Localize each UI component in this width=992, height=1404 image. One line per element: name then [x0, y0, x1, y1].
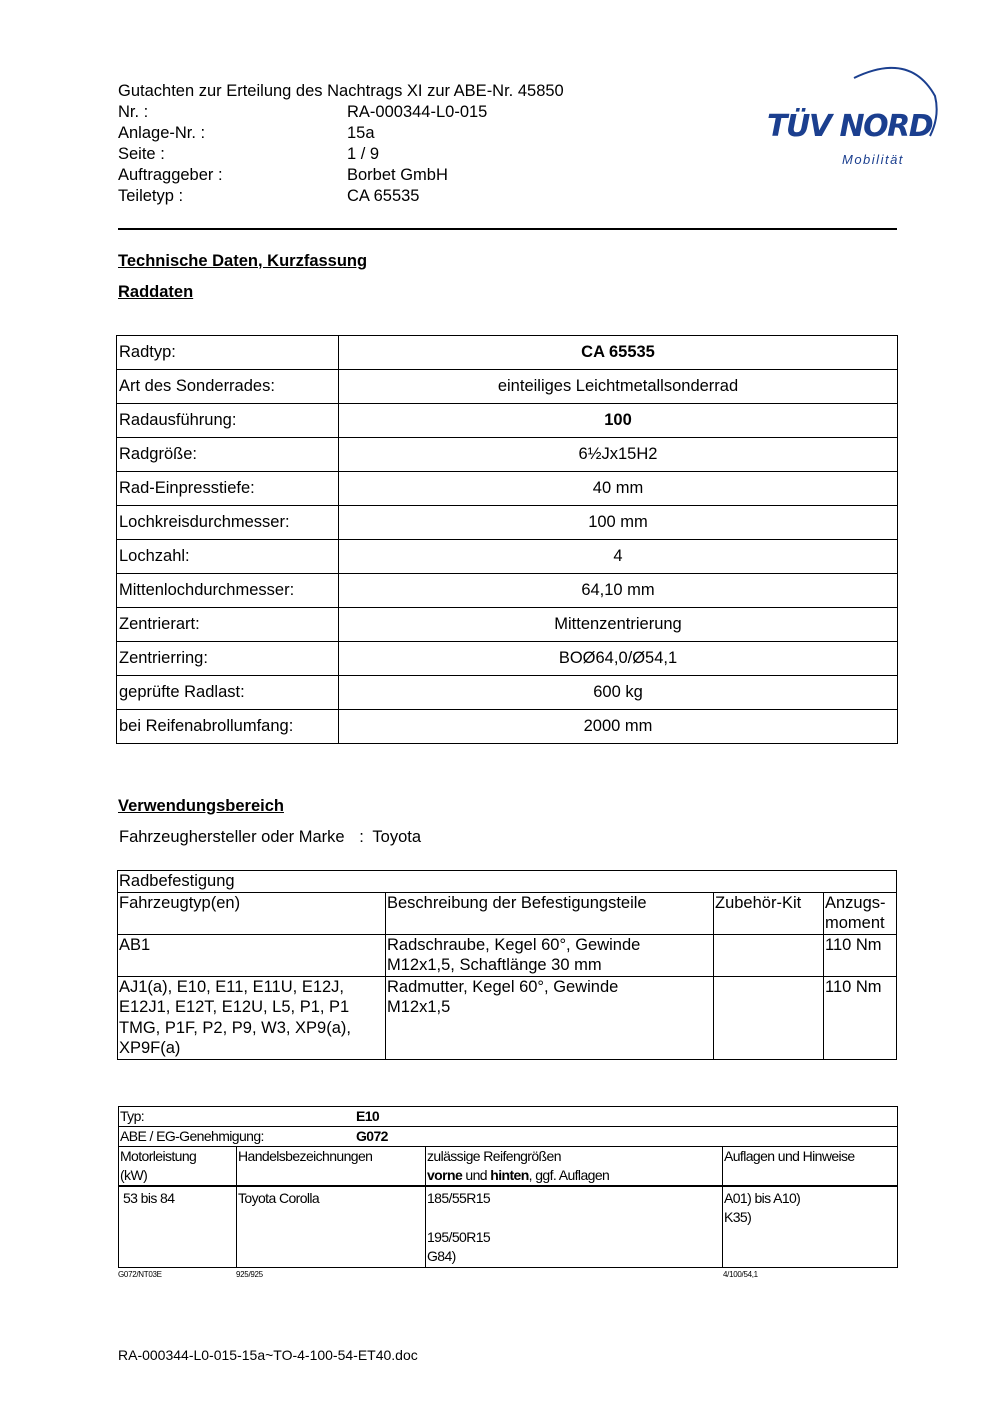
raddaten-value: BOØ64,0/Ø54,1 — [339, 642, 898, 676]
raddaten-value: 40 mm — [339, 472, 898, 506]
raddaten-value: CA 65535 — [339, 336, 898, 370]
radbefestigung-table — [117, 870, 897, 1060]
table-row-cell — [714, 976, 824, 1059]
raddaten-label: Art des Sonderrades: — [117, 370, 339, 404]
table-row-cell: AJ1(a), E10, E11, E11U, E12J, E12J1, E12T, E12U, L5, P1, P1 TMG, P1F, P2, P9, W3, XP9(a), XP9F(a) — [118, 976, 386, 1059]
table-row-cell: AB1 — [118, 934, 386, 976]
raddaten-value: 600 kg — [339, 676, 898, 710]
logo-subtitle: Mobilität — [842, 152, 904, 167]
col-handelsbezeichnungen: Handelsbezeichnungen — [237, 1147, 426, 1187]
col-reifen-vorne: vorne — [427, 1167, 463, 1183]
table-row — [117, 472, 898, 506]
header-title: Gutachten zur Erteilung des Nachtrags XI zur ABE-Nr. 45850 — [118, 82, 564, 100]
typ-label: Typ: — [120, 1108, 145, 1124]
raddaten-label: Lochkreisdurchmesser: — [117, 506, 339, 540]
table-row — [117, 676, 898, 710]
abe-label: ABE / EG-Genehmigung: — [120, 1128, 264, 1144]
code-4100: 4/100/54,1 — [723, 1270, 758, 1279]
header-row-label: Auftraggeber : — [118, 166, 223, 184]
typ-value: E10 — [356, 1108, 380, 1124]
table-row — [117, 438, 898, 472]
radbefestigung-title: Radbefestigung — [118, 871, 897, 893]
document-header — [118, 81, 564, 207]
table-row — [117, 574, 898, 608]
section-heading-raddaten: Raddaten — [118, 283, 194, 301]
fahrzeughersteller-label: Fahrzeughersteller oder Marke — [119, 828, 345, 846]
raddaten-value: 64,10 mm — [339, 574, 898, 608]
befest-header-cell: Anzugs- moment — [824, 892, 897, 934]
table-row-cell: Radmutter, Kegel 60°, Gewinde M12x1,5 — [386, 976, 714, 1059]
col-motorleistung: Motorleistung (kW) — [119, 1147, 237, 1187]
header-row-value: 1 / 9 — [347, 145, 380, 163]
reifen-size-2: 195/50R15 — [427, 1229, 491, 1245]
befest-header — [118, 892, 897, 934]
raddaten-value: 6½Jx15H2 — [339, 438, 898, 472]
header-row-label: Teiletyp : — [118, 187, 184, 205]
table-row-cell: Radschraube, Kegel 60°, Gewinde M12x1,5, Schaftlänge 30 mm — [386, 934, 714, 976]
reifen-auflage: G84) — [427, 1248, 456, 1264]
cell-reifen — [426, 1186, 723, 1267]
reifen-size-1: 185/55R15 — [427, 1190, 491, 1206]
col-reifen-und: und — [462, 1167, 491, 1183]
table-row — [117, 404, 898, 438]
col-reifen-line1: zulässige Reifengrößen — [427, 1148, 561, 1164]
raddaten-label: Mittenlochdurchmesser: — [117, 574, 339, 608]
raddaten-label: Lochzahl: — [117, 540, 339, 574]
raddaten-label: Zentrierart: — [117, 608, 339, 642]
table-row — [117, 370, 898, 404]
raddaten-value: einteiliges Leichtmetallsonderrad — [339, 370, 898, 404]
code-925: 925/925 — [236, 1270, 263, 1279]
table-row — [118, 934, 897, 976]
table-row — [117, 540, 898, 574]
header-row — [118, 102, 564, 123]
raddaten-value: 100 mm — [339, 506, 898, 540]
header-row-label: Anlage-Nr. : — [118, 124, 206, 142]
section-heading-verwendung: Verwendungsbereich — [118, 797, 284, 815]
footer-filename: RA-000344-L0-015-15a~TO-4-100-54-ET40.doc — [118, 1347, 418, 1363]
raddaten-label: geprüfte Radlast: — [117, 676, 339, 710]
header-row-value: RA-000344-L0-015 — [347, 103, 488, 121]
cell-handel: Toyota Corolla — [237, 1186, 426, 1267]
table-row — [117, 642, 898, 676]
header-divider — [118, 228, 897, 230]
raddaten-label: Radgröße: — [117, 438, 339, 472]
raddaten-label: bei Reifenabrollumfang: — [117, 710, 339, 744]
table-row — [118, 976, 897, 1059]
table-row-cell — [714, 934, 824, 976]
befest-header-cell: Beschreibung der Befestigungsteile — [386, 892, 714, 934]
typ-row — [119, 1107, 898, 1127]
logo-wordmark: TÜV NORD — [767, 109, 933, 144]
col-auflagen: Auflagen und Hinweise — [723, 1147, 898, 1187]
befest-header-cell: Zubehör-Kit — [714, 892, 824, 934]
fahrzeughersteller-separator: : — [359, 828, 364, 846]
section-heading-technische: Technische Daten, Kurzfassung — [118, 252, 368, 270]
header-row-value: CA 65535 — [347, 187, 420, 205]
table-row-cell: 110 Nm — [824, 934, 897, 976]
header-row — [118, 123, 564, 144]
raddaten-label: Rad-Einpresstiefe: — [117, 472, 339, 506]
header-row-label: Nr. : — [118, 103, 149, 121]
abe-row — [119, 1127, 898, 1147]
code-g072: G072/NT03E — [118, 1270, 162, 1279]
tuev-nord-logo — [760, 56, 945, 174]
typ-table — [118, 1106, 898, 1268]
raddaten-table — [116, 335, 898, 744]
header-row — [118, 144, 564, 165]
raddaten-value: 100 — [339, 404, 898, 438]
table-row — [117, 608, 898, 642]
header-row-label: Seite : — [118, 145, 165, 163]
raddaten-label: Radtyp: — [117, 336, 339, 370]
header-row-value: 15a — [347, 124, 375, 142]
abe-value: G072 — [356, 1128, 388, 1144]
cell-leistung: 53 bis 84 — [119, 1186, 237, 1267]
fahrzeughersteller-value: Toyota — [372, 828, 422, 846]
fahrzeughersteller-line — [119, 828, 421, 847]
header-row-value: Borbet GmbH — [347, 166, 448, 184]
col-reifen-hinten: hinten — [490, 1167, 529, 1183]
raddaten-label: Zentrierring: — [117, 642, 339, 676]
table-row — [117, 506, 898, 540]
table-row-cell: 110 Nm — [824, 976, 897, 1059]
header-row — [118, 165, 564, 186]
raddaten-value: 4 — [339, 540, 898, 574]
raddaten-value: Mittenzentrierung — [339, 608, 898, 642]
col-reifengroessen — [426, 1147, 723, 1187]
header-row — [118, 186, 564, 207]
raddaten-label: Radausführung: — [117, 404, 339, 438]
table-row — [117, 336, 898, 370]
col-reifen-rest: , ggf. Auflagen — [528, 1167, 610, 1183]
table-row — [117, 710, 898, 744]
raddaten-value: 2000 mm — [339, 710, 898, 744]
befest-header-cell: Fahrzeugtyp(en) — [118, 892, 386, 934]
cell-auflagen: A01) bis A10) K35) — [723, 1186, 898, 1267]
